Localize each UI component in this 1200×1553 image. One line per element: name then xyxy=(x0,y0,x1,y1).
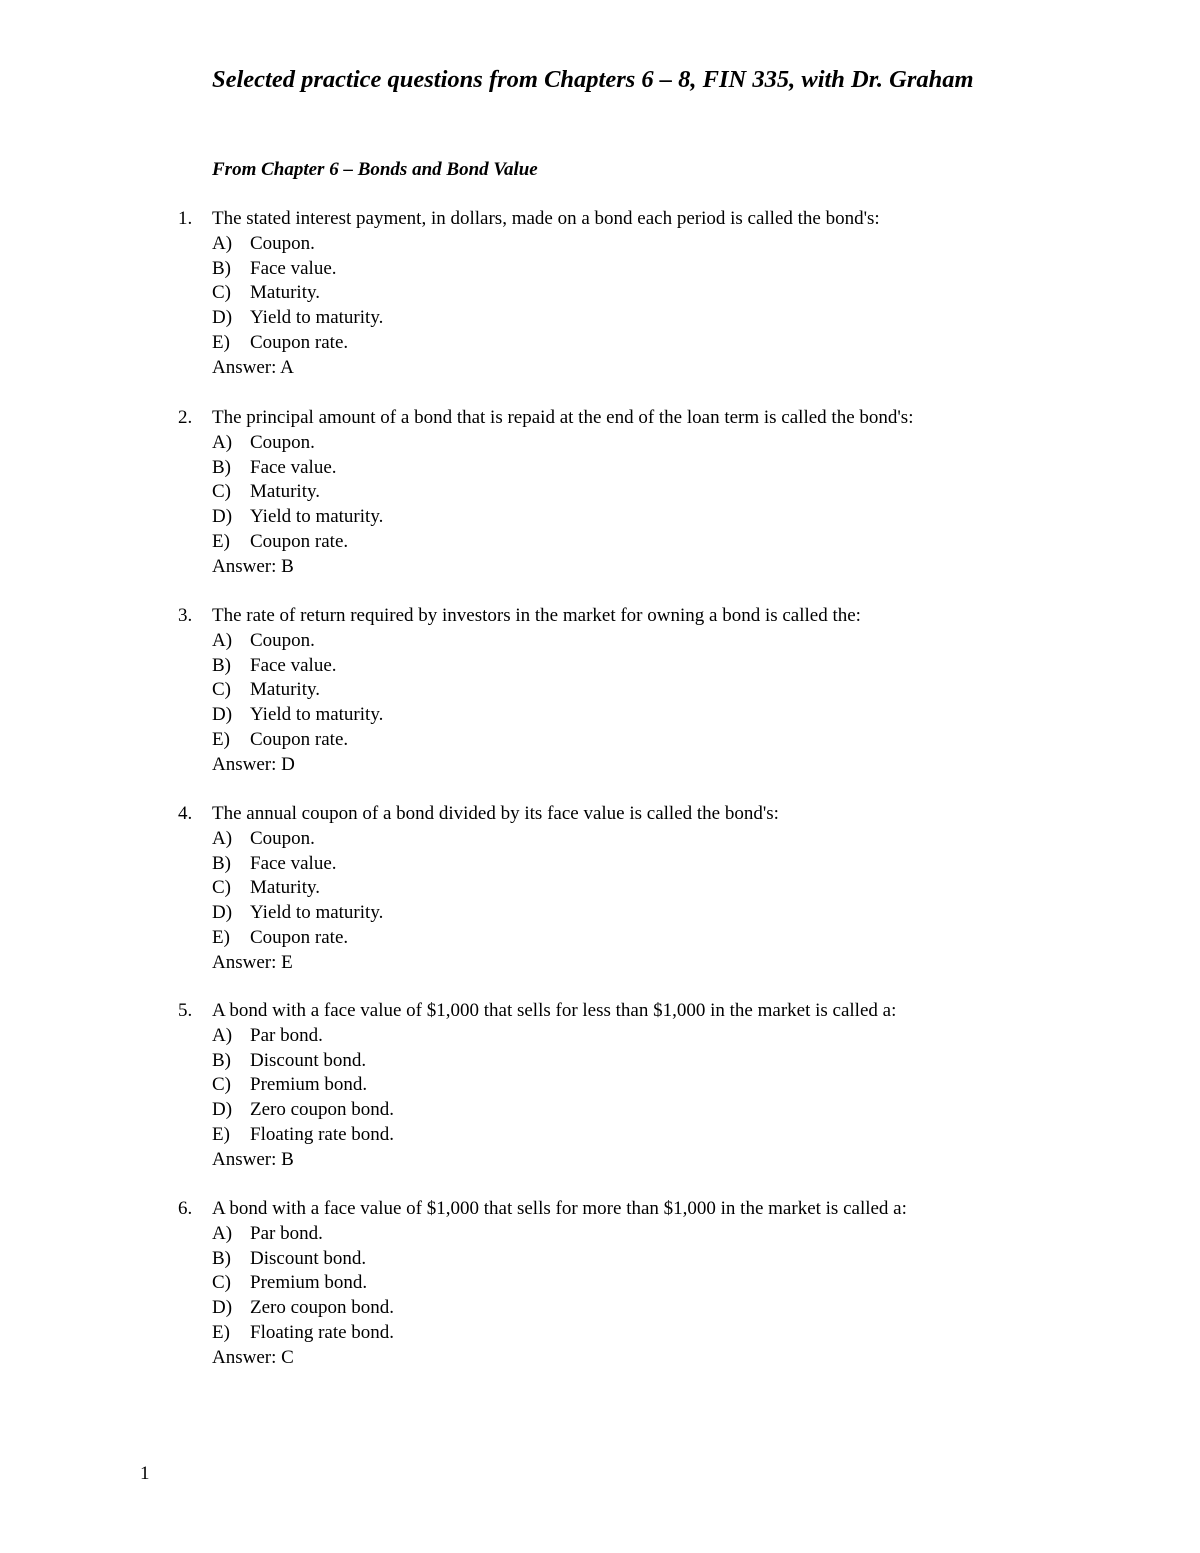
question-line xyxy=(0,1197,1100,1222)
option-c xyxy=(0,678,1100,703)
question-2 xyxy=(0,406,1100,580)
option-e xyxy=(0,728,1100,753)
question-line xyxy=(0,604,1100,629)
option-text: Yield to maturity. xyxy=(250,506,384,528)
option-text: Floating rate bond. xyxy=(250,1123,395,1145)
option-letter: A) xyxy=(212,827,233,849)
question-number: 5. xyxy=(178,1000,193,1021)
question-line xyxy=(0,207,1100,232)
option-letter: D) xyxy=(212,506,233,528)
option-text: Discount bond. xyxy=(250,1049,367,1071)
option-letter: A) xyxy=(212,629,233,651)
option-text: Yield to maturity. xyxy=(250,307,384,329)
answer-line xyxy=(0,951,1100,976)
question-text: A bond with a face value of $1,000 that sells for less than $1,000 in the market is called a: xyxy=(212,1000,897,1021)
option-text: Maturity. xyxy=(250,679,321,701)
question-5 xyxy=(0,999,1100,1173)
option-letter: E) xyxy=(212,1321,230,1343)
option-letter: B) xyxy=(212,1247,231,1269)
option-letter: B) xyxy=(212,456,231,478)
option-a xyxy=(0,431,1100,456)
option-letter: E) xyxy=(212,728,230,750)
option-c xyxy=(0,480,1100,505)
answer-text: Answer: B xyxy=(212,555,294,577)
option-c xyxy=(0,1073,1100,1098)
answer-line xyxy=(0,555,1100,580)
option-letter: E) xyxy=(212,1123,230,1145)
option-text: Coupon. xyxy=(250,629,315,651)
option-d xyxy=(0,1098,1100,1123)
option-text: Yield to maturity. xyxy=(250,902,384,924)
option-e xyxy=(0,331,1100,356)
option-text: Zero coupon bond. xyxy=(250,1297,395,1319)
option-text: Premium bond. xyxy=(250,1074,368,1096)
option-text: Coupon. xyxy=(250,431,315,453)
section-heading: From Chapter 6 – Bonds and Bond Value xyxy=(212,159,538,180)
option-b xyxy=(0,654,1100,679)
option-letter: B) xyxy=(212,654,231,676)
option-e xyxy=(0,926,1100,951)
option-d xyxy=(0,505,1100,530)
option-text: Coupon. xyxy=(250,232,315,254)
option-letter: E) xyxy=(212,331,230,353)
option-letter: A) xyxy=(212,232,233,254)
question-4 xyxy=(0,802,1100,976)
answer-text: Answer: D xyxy=(212,753,295,775)
question-number: 1. xyxy=(178,208,193,229)
option-text: Face value. xyxy=(250,654,337,676)
option-b xyxy=(0,456,1100,481)
answer-text: Answer: E xyxy=(212,951,293,973)
option-a xyxy=(0,1024,1100,1049)
option-text: Par bond. xyxy=(250,1024,323,1046)
option-text: Premium bond. xyxy=(250,1272,368,1294)
option-d xyxy=(0,1296,1100,1321)
option-letter: E) xyxy=(212,530,230,552)
question-number: 2. xyxy=(178,407,193,428)
answer-text: Answer: B xyxy=(212,1148,294,1170)
option-d xyxy=(0,306,1100,331)
option-c xyxy=(0,876,1100,901)
option-text: Zero coupon bond. xyxy=(250,1099,395,1121)
option-text: Coupon. xyxy=(250,827,315,849)
option-text: Par bond. xyxy=(250,1222,323,1244)
option-letter: D) xyxy=(212,902,233,924)
option-text: Maturity. xyxy=(250,877,321,899)
option-letter: C) xyxy=(212,679,231,701)
option-letter: C) xyxy=(212,877,231,899)
option-a xyxy=(0,629,1100,654)
option-text: Coupon rate. xyxy=(250,926,349,948)
option-text: Maturity. xyxy=(250,481,321,503)
option-letter: B) xyxy=(212,1049,231,1071)
option-text: Coupon rate. xyxy=(250,728,349,750)
option-text: Coupon rate. xyxy=(250,331,349,353)
option-letter: B) xyxy=(212,257,231,279)
question-3 xyxy=(0,604,1100,778)
option-a xyxy=(0,827,1100,852)
question-number: 4. xyxy=(178,803,193,824)
option-letter: A) xyxy=(212,431,233,453)
option-d xyxy=(0,901,1100,926)
option-e xyxy=(0,1321,1100,1346)
option-text: Coupon rate. xyxy=(250,530,349,552)
question-line xyxy=(0,802,1100,827)
question-line xyxy=(0,406,1100,431)
option-b xyxy=(0,1247,1100,1272)
option-text: Maturity. xyxy=(250,282,321,304)
option-a xyxy=(0,1222,1100,1247)
option-text: Face value. xyxy=(250,852,337,874)
question-text: The rate of return required by investors in the market for owning a bond is called the: xyxy=(212,605,861,626)
option-letter: C) xyxy=(212,282,231,304)
option-b xyxy=(0,257,1100,282)
option-c xyxy=(0,1271,1100,1296)
option-text: Face value. xyxy=(250,456,337,478)
question-line xyxy=(0,999,1100,1024)
question-text: The annual coupon of a bond divided by its face value is called the bond's: xyxy=(212,803,779,824)
answer-line xyxy=(0,1346,1100,1371)
option-a xyxy=(0,232,1100,257)
question-number: 3. xyxy=(178,605,193,626)
question-1 xyxy=(0,207,1100,381)
option-e xyxy=(0,1123,1100,1148)
question-text: The principal amount of a bond that is repaid at the end of the loan term is called the bond's: xyxy=(212,407,914,428)
option-letter: B) xyxy=(212,852,231,874)
option-letter: D) xyxy=(212,704,233,726)
option-text: Yield to maturity. xyxy=(250,704,384,726)
option-letter: C) xyxy=(212,1074,231,1096)
option-text: Face value. xyxy=(250,257,337,279)
answer-line xyxy=(0,1148,1100,1173)
document-title: Selected practice questions from Chapters 6 – 8, FIN 335, with Dr. Graham xyxy=(212,66,974,93)
option-b xyxy=(0,1049,1100,1074)
question-text: The stated interest payment, in dollars, made on a bond each period is called the bond's: xyxy=(212,208,880,229)
question-number: 6. xyxy=(178,1198,193,1219)
option-d xyxy=(0,703,1100,728)
option-letter: C) xyxy=(212,481,231,503)
option-letter: C) xyxy=(212,1272,231,1294)
option-letter: E) xyxy=(212,926,230,948)
question-6 xyxy=(0,1197,1100,1371)
option-e xyxy=(0,530,1100,555)
answer-line xyxy=(0,753,1100,778)
option-c xyxy=(0,281,1100,306)
option-letter: A) xyxy=(212,1222,233,1244)
option-b xyxy=(0,852,1100,877)
page-number: 1 xyxy=(140,1463,150,1484)
option-letter: D) xyxy=(212,1297,233,1319)
answer-text: Answer: C xyxy=(212,1346,294,1368)
option-text: Discount bond. xyxy=(250,1247,367,1269)
answer-line xyxy=(0,356,1100,381)
answer-text: Answer: A xyxy=(212,356,294,378)
question-text: A bond with a face value of $1,000 that sells for more than $1,000 in the market is called a: xyxy=(212,1198,907,1219)
option-letter: D) xyxy=(212,1099,233,1121)
option-text: Floating rate bond. xyxy=(250,1321,395,1343)
option-letter: A) xyxy=(212,1024,233,1046)
option-letter: D) xyxy=(212,307,233,329)
